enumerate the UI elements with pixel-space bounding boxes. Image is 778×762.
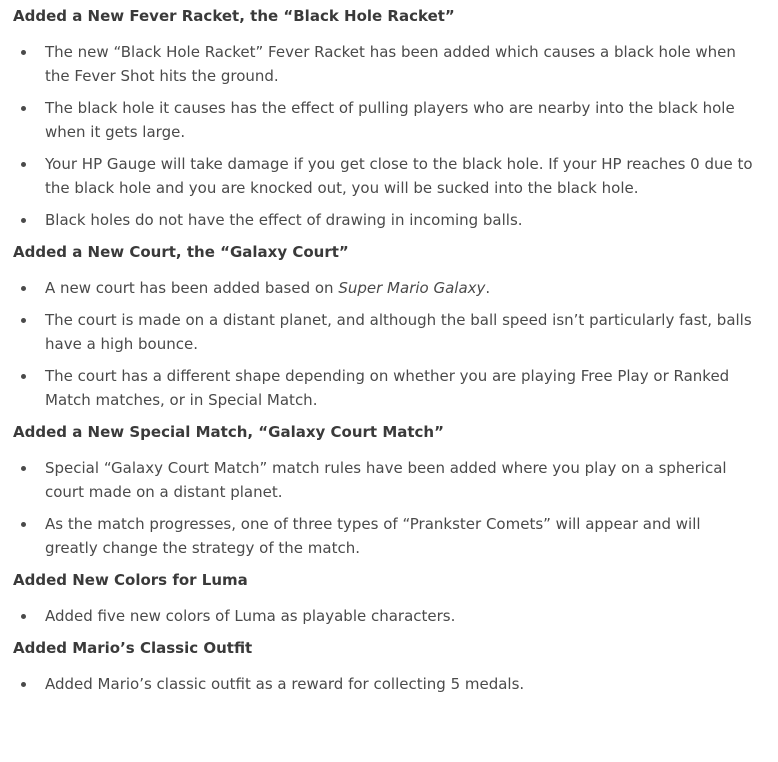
list-item: As the match progresses, one of three types of “Prankster Comets” will appear and will greatly change the strategy of the match.	[13, 512, 754, 560]
list-item: The black hole it causes has the effect of pulling players who are nearby into the black hole when it gets large.	[13, 96, 754, 144]
section-title-galaxy-court-match: Added a New Special Match, “Galaxy Court Match”	[13, 423, 444, 441]
section-title-luma-colors: Added New Colors for Luma	[13, 571, 248, 589]
list-item: Black holes do not have the effect of drawing in incoming balls.	[13, 208, 754, 232]
list-item: Added five new colors of Luma as playable characters.	[13, 604, 754, 628]
list-black-hole-racket	[13, 40, 754, 232]
section-title-mario-outfit: Added Mario’s Classic Outfit	[13, 639, 253, 657]
list-galaxy-court-match	[13, 456, 754, 560]
list-luma-colors	[13, 604, 754, 628]
list-item	[13, 276, 754, 300]
game-title-emphasis: Super Mario Galaxy	[338, 279, 486, 297]
list-item: The new “Black Hole Racket” Fever Racket has been added which causes a black hole when the Fever Shot hits the ground.	[13, 40, 754, 88]
section-title-galaxy-court: Added a New Court, the “Galaxy Court”	[13, 243, 349, 261]
list-mario-outfit	[13, 672, 754, 696]
list-item: Your HP Gauge will take damage if you get close to the black hole. If your HP reaches 0 due to the black hole and you are knocked out, you will be sucked into the black hole.	[13, 152, 754, 200]
list-item: The court is made on a distant planet, and although the ball speed isn’t particularly fast, balls have a high bounce.	[13, 308, 754, 356]
list-item: The court has a different shape depending on whether you are playing Free Play or Ranked Match matches, or in Special Match.	[13, 364, 754, 412]
item-text: A new court has been added based on	[45, 279, 339, 297]
list-item: Special “Galaxy Court Match” match rules have been added where you play on a spherical court made on a distant planet.	[13, 456, 754, 504]
list-galaxy-court	[13, 276, 754, 412]
item-text-end: .	[485, 279, 491, 297]
list-item: Added Mario’s classic outfit as a reward for collecting 5 medals.	[13, 672, 754, 696]
section-title-black-hole-racket: Added a New Fever Racket, the “Black Hole Racket”	[13, 7, 455, 25]
